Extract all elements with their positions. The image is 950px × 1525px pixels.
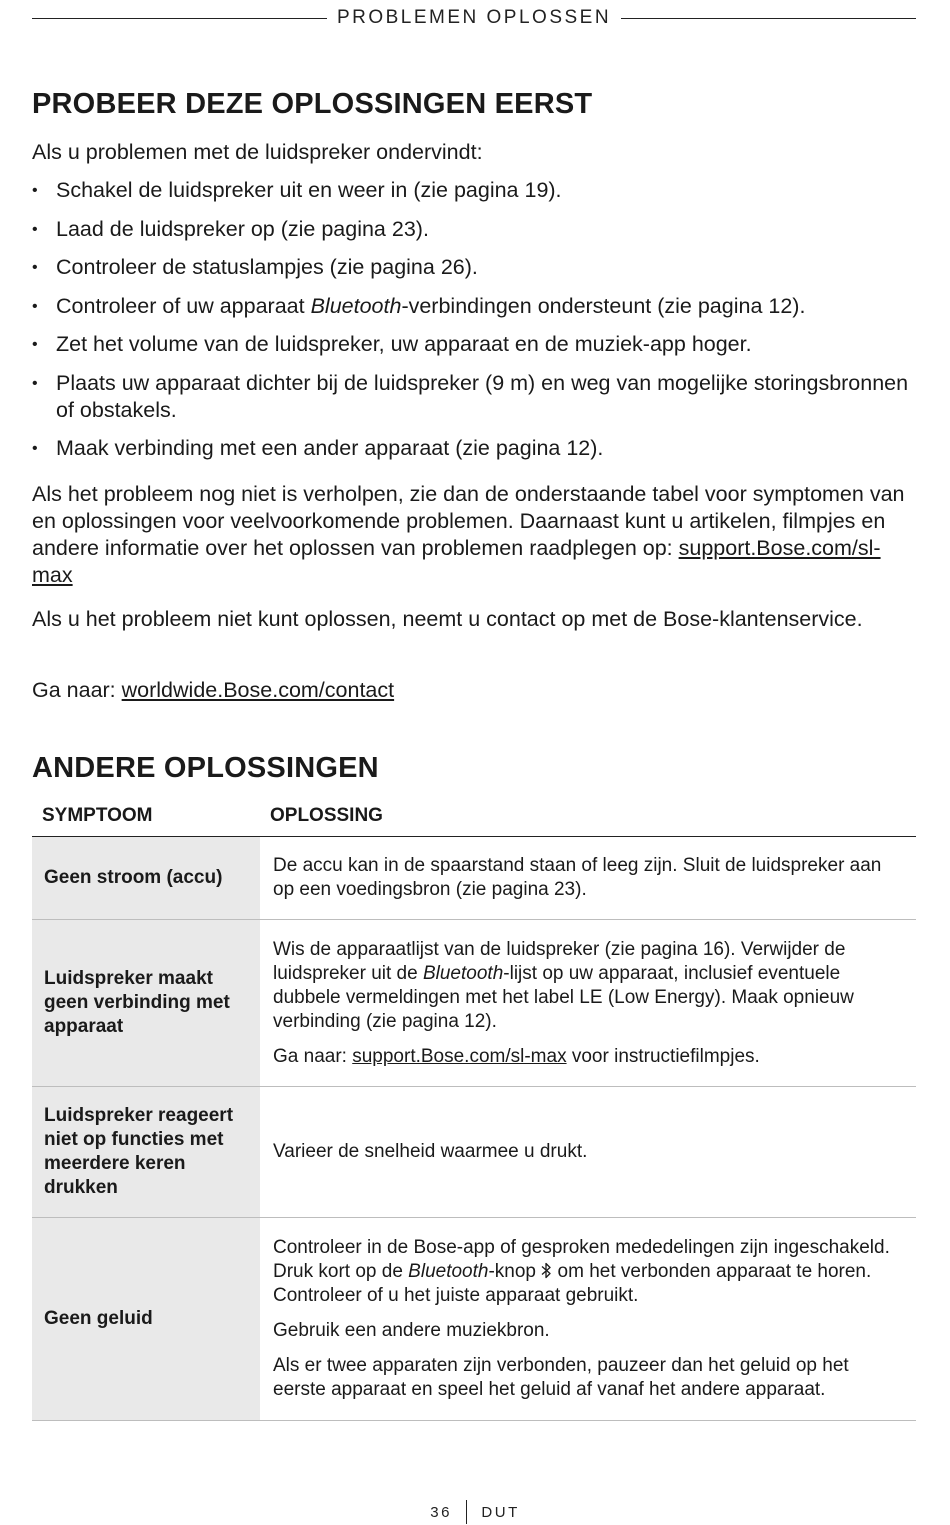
column-header-symptom: SYMPTOOM [42,805,153,826]
bullet-list [32,177,916,462]
list-item: • Controleer de statuslampjes (zie pagina 26). [32,255,478,279]
list-item: • Zet het volume van de luidspreker, uw apparaat en de muziek-app hoger. [32,332,752,356]
section-first-solutions [32,88,916,121]
table-row [32,920,916,1087]
solution-cell: Varieer de snelheid waarmee u drukt. [273,1141,588,1162]
symptom-cell: Luidspreker maakt geen verbinding met apparaat [32,920,260,1086]
symptom-cell: Luidspreker reageert niet op functies met meerdere keren drukken [32,1087,260,1217]
paragraph-goto: Ga naar: worldwide.Bose.com/contact [32,678,395,702]
intro-text: Als u problemen met de luidspreker ondervindt: [32,140,483,164]
solution-cell: Wis de apparaatlijst van de luidspreker (zie pagina 16). Verwijder de luidspreker uit de Bluetooth-lijst op uw apparaat, inclusief eventuele dubbele vermeldingen met het label LE (Low Energy). Maak opnieuw verbinding (zie pagina 12). Ga naar: support.Bose.com/sl-max voor instructiefilmpjes. [273,938,854,1067]
table-row [32,1218,916,1421]
table-row [32,837,916,920]
list-item: • Schakel de luidspreker uit en weer in (zie pagina 19). [32,178,562,202]
intro-block [32,139,916,166]
section-other-solutions [32,752,916,785]
page-footer [0,1500,950,1524]
header-title: PROBLEMEN OPLOSSEN [336,7,612,28]
page-number: 36 [430,1503,452,1521]
support-link[interactable]: support.Bose.com/sl-max [352,1045,567,1067]
footer-divider [466,1500,468,1524]
paragraph-more-info: Als het probleem nog niet is verholpen, zie dan de onderstaande tabel voor symptomen van en oplossingen voor veelvoorkomende problemen. Daarnaast kunt u artikelen, filmpjes en andere informatie over het oplossen van problemen raadplegen op: support.Bose.com/sl-max [32,482,905,587]
solution-cell: Controleer in de Bose-app of gesproken mededelingen zijn ingeschakeld. Druk kort op de Bluetooth-knop om het verbonden apparaat te horen. Controleer of u het juiste apparaat gebruikt. Gebruik een andere muziekbron. Als er twee apparaten zijn verbonden, pauzeer dan het geluid op het eerste apparaat en speel het geluid af vanaf het andere apparaat. [273,1237,890,1400]
table-row [32,1087,916,1218]
section-heading: ANDERE OPLOSSINGEN [32,752,379,784]
solution-cell: De accu kan in de spaarstand staan of leeg zijn. Sluit de luidspreker aan op een voedingsbron (zie pagina 23). [273,855,882,900]
symptom-cell: Geen geluid [32,1218,260,1420]
paragraph-contact: Als u het probleem niet kunt oplossen, neemt u contact op met de Bose-klantenservice. [32,607,863,631]
header-rule-left [32,18,327,19]
page-header [32,0,916,36]
bluetooth-icon [541,1262,552,1279]
list-item: • Maak verbinding met een ander apparaat (zie pagina 12). [32,436,604,460]
language-code: DUT [481,1503,520,1521]
list-item: • Controleer of uw apparaat Bluetooth-verbindingen ondersteunt (zie pagina 12). [32,293,806,318]
support-link[interactable]: support.Bose.com/sl-max [32,536,881,587]
troubleshooting-table [32,796,916,1421]
header-rule-right [621,18,916,19]
column-header-solution: OPLOSSING [270,805,383,826]
list-item: • Plaats uw apparaat dichter bij de luidspreker (9 m) en weg van mogelijke storingsbronnen of obstakels. [32,370,909,422]
contact-link[interactable]: worldwide.Bose.com/contact [121,678,395,702]
section-heading: PROBEER DEZE OPLOSSINGEN EERST [32,88,593,120]
table-header [32,796,916,837]
list-item: • Laad de luidspreker op (zie pagina 23). [32,216,429,241]
symptom-cell: Geen stroom (accu) [32,837,260,919]
